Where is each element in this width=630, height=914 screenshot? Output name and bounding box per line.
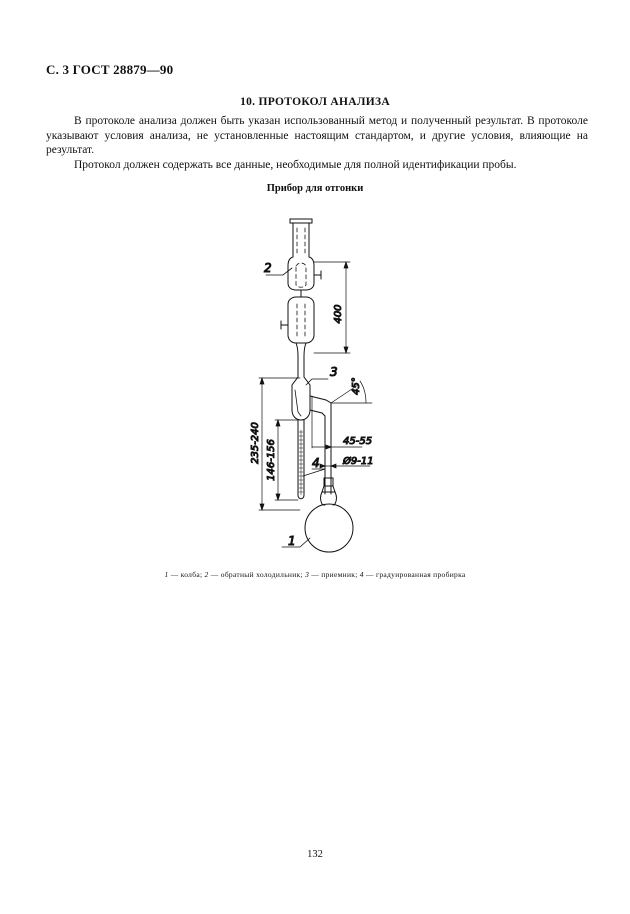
caption-text-4: градуированная пробирка xyxy=(376,570,466,579)
dimension-offset: 45-55 xyxy=(343,436,373,447)
caption-num-2: 2 xyxy=(204,570,209,579)
flask xyxy=(305,478,353,552)
figure-title: Прибор для отгонки xyxy=(266,183,364,194)
paragraph-2: Протокол должен содержать все данные, необходимые для полной идентификации пробы. xyxy=(74,158,517,171)
figure-caption: 1 — колба; 2 — обратный холодильник; 3 — приемник; 4 — градуированная пробирка xyxy=(164,570,466,579)
part-number-4: 4 xyxy=(312,456,320,470)
page-number: 132 xyxy=(307,849,323,860)
dimension-diameter: Ø9-11 xyxy=(343,456,374,467)
page-header: С. 3 ГОСТ 28879—90 xyxy=(46,62,174,77)
caption-text-1: колба; xyxy=(180,570,203,579)
part-number-3: 3 xyxy=(330,365,338,379)
part-number-1: 1 xyxy=(288,534,296,548)
caption-num-3: 3 xyxy=(305,570,310,579)
dimension-graduated-height: 146-156 xyxy=(266,439,277,481)
dimension-400: 400 xyxy=(333,304,344,324)
dimension-total-height: 235-240 xyxy=(250,422,261,464)
caption-num-1: 1 xyxy=(164,570,169,579)
paragraph-1: В протоколе анализа должен быть указан использованный метод и полученный результат. В протоколе указывают условия анализа, не установленные настоящим стандартом, и другие условия, влияющие на результат. xyxy=(46,115,588,156)
condenser-top-tube xyxy=(290,219,312,257)
dimension-angle: 45° xyxy=(351,377,362,395)
graduated-tube xyxy=(298,420,304,499)
caption-text-3: приемник; xyxy=(321,570,358,579)
reflux-condenser xyxy=(281,257,321,377)
caption-num-4: 4 xyxy=(359,570,364,579)
caption-text-2: обратный холодильник; xyxy=(220,570,303,579)
section-title: 10. ПРОТОКОЛ АНАЛИЗА xyxy=(240,96,390,108)
part-number-2: 2 xyxy=(264,261,272,275)
